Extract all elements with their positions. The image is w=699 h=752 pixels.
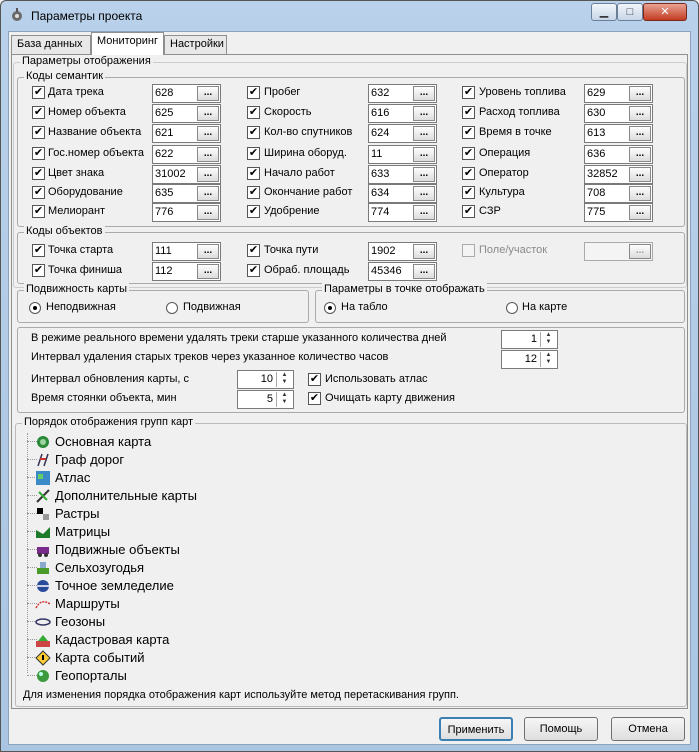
minimize-button[interactable]: ▁ xyxy=(591,3,617,21)
semantic-code-field[interactable] xyxy=(584,84,653,103)
browse-dots-icon[interactable]: ... xyxy=(413,147,435,162)
browse-dots-icon[interactable]: ... xyxy=(413,205,435,220)
browse-dots-icon[interactable]: ... xyxy=(629,86,651,101)
semantic-code-field-value: 633 xyxy=(371,168,390,180)
tab-database[interactable]: База данных xyxy=(11,35,91,54)
semantic-label: Гос.номер объекта xyxy=(48,147,144,159)
vehicle-icon xyxy=(35,542,51,558)
object-code-field[interactable] xyxy=(584,242,653,261)
semantic-code-field[interactable] xyxy=(368,84,437,103)
browse-dots-icon[interactable]: ... xyxy=(413,264,435,279)
semantic-code-field[interactable] xyxy=(152,184,221,203)
map-mobility-label: Подвижность карты xyxy=(26,283,128,295)
map-group-item[interactable] xyxy=(15,469,315,487)
browse-dots-icon[interactable]: ... xyxy=(629,167,651,182)
map-group-item[interactable] xyxy=(15,649,315,667)
semantic-label: Дата трека xyxy=(48,86,104,98)
semantic-checkbox[interactable]: ✔ xyxy=(248,205,259,217)
semantic-code-field-value: 11 xyxy=(371,148,383,160)
map-group-label: Карта событий xyxy=(55,650,145,665)
semantic-code-field[interactable] xyxy=(584,184,653,203)
delete-hours-spinner[interactable] xyxy=(501,350,558,369)
browse-dots-icon[interactable]: ... xyxy=(197,147,219,162)
farmland-icon xyxy=(35,560,51,576)
semantic-code-field[interactable] xyxy=(368,203,437,222)
radio-map[interactable] xyxy=(506,302,518,314)
object-checkbox[interactable]: ✔ xyxy=(248,264,259,276)
semantic-label: Время в точке xyxy=(479,126,552,138)
window-title: Параметры проекта xyxy=(31,9,143,23)
semantic-checkbox[interactable]: ✔ xyxy=(463,205,474,217)
geoportal-icon xyxy=(35,668,51,684)
browse-dots-icon[interactable]: ... xyxy=(629,244,651,259)
semantic-label: Уровень топлива xyxy=(479,86,566,98)
semantic-code-field[interactable] xyxy=(584,203,653,222)
semantic-label: Мелиорант xyxy=(48,205,106,217)
semantic-code-field-value: 775 xyxy=(587,206,606,218)
object-checkbox[interactable]: ✔ xyxy=(33,264,44,276)
browse-dots-icon[interactable]: ... xyxy=(629,186,651,201)
refresh-interval-value: 10 xyxy=(260,373,273,385)
semantic-checkbox[interactable]: ✔ xyxy=(463,167,474,179)
delete-tracks-label: В режиме реального времени удалять треки старше указанного количества дней xyxy=(31,332,447,344)
object-label: Точка старта xyxy=(48,244,114,256)
browse-dots-icon[interactable]: ... xyxy=(197,244,219,259)
cadastre-icon xyxy=(35,632,51,648)
tab-settings[interactable]: Настройки xyxy=(164,35,227,54)
semantic-code-field[interactable] xyxy=(152,203,221,222)
semantic-code-field[interactable] xyxy=(368,124,437,143)
semantic-code-field[interactable] xyxy=(152,124,221,143)
semantic-code-field-value: 616 xyxy=(371,107,390,119)
semantic-code-field-value: 776 xyxy=(155,206,174,218)
semantic-label: СЗР xyxy=(479,205,501,217)
semantic-code-field-value: 629 xyxy=(587,87,606,99)
map-group-label: Точное земледелие xyxy=(55,578,174,593)
semantic-checkbox[interactable]: ✔ xyxy=(33,86,44,98)
delete-interval-label: Интервал удаления старых треков через указанное количество часов xyxy=(31,351,389,363)
browse-dots-icon[interactable]: ... xyxy=(629,106,651,121)
semantic-code-field[interactable] xyxy=(584,104,653,123)
radio-mobile[interactable] xyxy=(166,302,178,314)
delete-days-spinner[interactable] xyxy=(501,330,558,349)
semantic-code-field-value: 636 xyxy=(587,148,606,160)
browse-dots-icon[interactable]: ... xyxy=(413,244,435,259)
map-group-label: Подвижные объекты xyxy=(55,542,180,557)
semantic-code-field-value: 31002 xyxy=(155,168,186,180)
semantic-code-field-value: 628 xyxy=(155,87,174,99)
radio-mobile-label: Подвижная xyxy=(183,301,241,313)
clear-map-checkbox[interactable]: ✔ xyxy=(309,392,320,404)
semantic-label: Оборудование xyxy=(48,186,123,198)
object-code-field-value: 112 xyxy=(155,265,173,277)
semantic-label: Ширина оборуд. xyxy=(264,147,347,159)
radio-board[interactable] xyxy=(324,302,336,314)
semantic-checkbox[interactable]: ✔ xyxy=(248,147,259,159)
semantic-checkbox[interactable]: ✔ xyxy=(248,106,259,118)
browse-dots-icon[interactable]: ... xyxy=(413,186,435,201)
stop-time-label: Время стоянки объекта, мин xyxy=(31,392,177,404)
semantic-code-field-value: 624 xyxy=(371,127,390,139)
semantic-code-field[interactable] xyxy=(368,165,437,184)
browse-dots-icon[interactable]: ... xyxy=(197,167,219,182)
display-params-label: Параметры отображения xyxy=(22,55,151,67)
radio-fixed[interactable] xyxy=(29,302,41,314)
semantic-code-field[interactable] xyxy=(368,104,437,123)
semantic-label: Скорость xyxy=(264,106,312,118)
object-code-field-value: 45346 xyxy=(371,265,402,277)
browse-dots-icon[interactable]: ... xyxy=(197,126,219,141)
map-group-label: Атлас xyxy=(55,470,91,485)
semantic-code-field[interactable] xyxy=(584,145,653,164)
browse-dots-icon[interactable]: ... xyxy=(413,86,435,101)
map-group-item[interactable] xyxy=(15,595,315,613)
browse-dots-icon[interactable]: ... xyxy=(629,147,651,162)
map-group-item[interactable] xyxy=(15,613,315,631)
map-group-label: Основная карта xyxy=(55,434,152,449)
semantic-checkbox[interactable]: ✔ xyxy=(33,167,44,179)
cancel-button[interactable]: Отмена xyxy=(611,717,685,741)
semantic-code-field[interactable] xyxy=(152,104,221,123)
semantic-code-field[interactable] xyxy=(584,124,653,143)
object-code-field-value: 111 xyxy=(155,245,172,257)
browse-dots-icon[interactable]: ... xyxy=(197,106,219,121)
browse-dots-icon[interactable]: ... xyxy=(629,126,651,141)
semantic-code-field-value: 622 xyxy=(155,148,174,160)
stop-time-spinner[interactable] xyxy=(237,390,294,409)
semantic-label: Пробег xyxy=(264,86,301,98)
atlas-icon xyxy=(35,470,51,486)
map-group-item[interactable] xyxy=(15,631,315,649)
browse-dots-icon[interactable]: ... xyxy=(197,205,219,220)
browse-dots-icon[interactable]: ... xyxy=(197,186,219,201)
semantic-code-field-value: 630 xyxy=(587,107,606,119)
map-group-item[interactable] xyxy=(15,541,315,559)
semantic-code-field-value: 634 xyxy=(371,187,390,199)
semantic-code-field-value: 625 xyxy=(155,107,174,119)
apply-button[interactable]: Применить xyxy=(439,717,513,741)
browse-dots-icon[interactable]: ... xyxy=(413,106,435,121)
raster-icon xyxy=(35,506,51,522)
semantic-label: Название объекта xyxy=(48,126,142,138)
semantic-checkbox[interactable]: ✔ xyxy=(248,167,259,179)
semantic-code-field[interactable] xyxy=(152,165,221,184)
radio-map-label: На карте xyxy=(522,301,568,313)
semantic-checkbox[interactable]: ✔ xyxy=(463,186,474,198)
stop-time-value: 5 xyxy=(266,393,273,405)
object-checkbox[interactable]: ✔ xyxy=(33,244,44,256)
map-group-item[interactable] xyxy=(15,577,315,595)
object-code-field[interactable] xyxy=(368,242,437,261)
map-group-item[interactable] xyxy=(15,505,315,523)
semantic-code-field-value: 774 xyxy=(371,206,390,218)
semantic-label: Окончание работ xyxy=(264,186,353,198)
event-map-icon xyxy=(35,650,51,666)
precision-farming-icon xyxy=(35,578,51,594)
semantic-label: Культура xyxy=(479,186,525,198)
map-group-label: Геопорталы xyxy=(55,668,127,683)
map-group-item[interactable] xyxy=(15,487,315,505)
semantic-checkbox[interactable]: ✔ xyxy=(463,86,474,98)
geozone-icon xyxy=(35,614,51,630)
map-group-item[interactable] xyxy=(15,667,315,685)
spinner-arrows-icon[interactable]: ▲ ▼ xyxy=(540,332,556,347)
object-codes-label: Коды объектов xyxy=(26,225,103,237)
map-group-label: Маршруты xyxy=(55,596,120,611)
semantic-code-field-value: 632 xyxy=(371,87,390,99)
map-group-label: Матрицы xyxy=(55,524,111,539)
object-code-field[interactable] xyxy=(152,242,221,261)
browse-dots-icon[interactable]: ... xyxy=(197,264,219,279)
refresh-interval-label: Интервал обновления карты, с xyxy=(31,373,190,385)
object-label: Поле/участок xyxy=(479,244,548,256)
use-atlas-checkbox[interactable]: ✔ xyxy=(309,373,320,385)
semantic-checkbox[interactable]: ✔ xyxy=(33,106,44,118)
semantic-code-field[interactable] xyxy=(368,184,437,203)
globe-map-icon xyxy=(35,434,51,450)
semantic-code-field-value: 613 xyxy=(587,127,606,139)
semantic-label: Начало работ xyxy=(264,167,335,179)
spinner-arrows-icon[interactable]: ▲ ▼ xyxy=(276,392,292,407)
tab-monitoring[interactable]: Мониторинг xyxy=(91,32,164,55)
semantic-code-field-value: 708 xyxy=(587,187,606,199)
object-label: Обраб. площадь xyxy=(264,264,350,276)
title-bar[interactable] xyxy=(1,1,698,31)
map-group-label: Граф дорог xyxy=(55,452,125,467)
object-checkbox[interactable]: ✔ xyxy=(248,244,259,256)
object-code-field-value: 1902 xyxy=(371,245,396,257)
map-group-label: Растры xyxy=(55,506,100,521)
route-icon xyxy=(35,596,51,612)
semantic-code-field[interactable] xyxy=(584,165,653,184)
radio-board-label: На табло xyxy=(341,301,388,313)
matrix-icon xyxy=(35,524,51,540)
semantic-checkbox[interactable]: ✔ xyxy=(248,86,259,98)
semantic-code-field-value: 621 xyxy=(155,127,174,139)
semantic-checkbox[interactable]: ✔ xyxy=(248,186,259,198)
object-label: Точка финиша xyxy=(48,264,123,276)
refresh-interval-spinner[interactable] xyxy=(237,370,294,389)
semantic-checkbox[interactable]: ✔ xyxy=(463,106,474,118)
semantic-code-field[interactable] xyxy=(152,145,221,164)
semantic-label: Операция xyxy=(479,147,531,159)
semantic-code-field-value: 635 xyxy=(155,187,174,199)
maximize-button[interactable]: □ xyxy=(617,3,643,21)
delete-days-value: 1 xyxy=(530,333,537,345)
browse-dots-icon[interactable]: ... xyxy=(413,126,435,141)
point-display-label: Параметры в точке отображать xyxy=(324,283,485,295)
map-group-label: Геозоны xyxy=(55,614,106,629)
clear-map-label: Очищать карту движения xyxy=(325,392,456,404)
semantic-label: Номер объекта xyxy=(48,106,126,118)
map-group-item[interactable] xyxy=(15,451,315,469)
semantic-checkbox[interactable]: ✔ xyxy=(33,147,44,159)
semantic-code-field[interactable] xyxy=(368,145,437,164)
delete-hours-value: 12 xyxy=(524,353,537,365)
spinner-arrows-icon[interactable]: ▲ ▼ xyxy=(276,372,292,387)
road-graph-icon xyxy=(35,452,51,468)
object-code-field[interactable] xyxy=(152,262,221,281)
browse-dots-icon[interactable]: ... xyxy=(197,86,219,101)
semantic-checkbox[interactable]: ✔ xyxy=(463,126,474,138)
semantic-checkbox[interactable]: ✔ xyxy=(33,126,44,138)
map-group-item[interactable] xyxy=(15,523,315,541)
drag-hint: Для изменения порядка отображения карт используйте метод перетаскивания групп. xyxy=(23,689,459,701)
close-button[interactable]: ✕ xyxy=(643,3,687,21)
app-icon xyxy=(9,7,25,23)
semantic-label: Оператор xyxy=(479,167,529,179)
map-group-item[interactable] xyxy=(15,559,315,577)
object-label: Точка пути xyxy=(264,244,319,256)
extra-maps-icon xyxy=(35,488,51,504)
object-checkbox[interactable] xyxy=(462,244,475,257)
map-group-item[interactable] xyxy=(15,433,315,451)
radio-fixed-label: Неподвижная xyxy=(46,301,116,313)
browse-dots-icon[interactable]: ... xyxy=(629,205,651,220)
semantic-code-field-value: 32852 xyxy=(587,168,618,180)
semantic-code-field[interactable] xyxy=(152,84,221,103)
semantic-label: Расход топлива xyxy=(479,106,560,118)
semantic-label: Цвет знака xyxy=(48,167,105,179)
semantic-checkbox[interactable]: ✔ xyxy=(463,147,474,159)
object-code-field[interactable] xyxy=(368,262,437,281)
map-group-label: Сельхозугодья xyxy=(55,560,145,575)
semantic-checkbox[interactable]: ✔ xyxy=(248,126,259,138)
map-group-label: Кадастровая карта xyxy=(55,632,170,647)
use-atlas-label: Использовать атлас xyxy=(325,373,428,385)
spinner-arrows-icon[interactable]: ▲ ▼ xyxy=(540,352,556,367)
semantic-label: Удобрение xyxy=(264,205,320,217)
semantic-checkbox[interactable]: ✔ xyxy=(33,186,44,198)
browse-dots-icon[interactable]: ... xyxy=(413,167,435,182)
semantic-codes-label: Коды семантик xyxy=(26,70,104,82)
semantic-label: Кол-во спутников xyxy=(264,126,353,138)
map-group-label: Дополнительные карты xyxy=(55,488,197,503)
help-button[interactable]: Помощь xyxy=(524,717,598,741)
map-order-label: Порядок отображения групп карт xyxy=(24,416,194,428)
semantic-checkbox[interactable]: ✔ xyxy=(33,205,44,217)
